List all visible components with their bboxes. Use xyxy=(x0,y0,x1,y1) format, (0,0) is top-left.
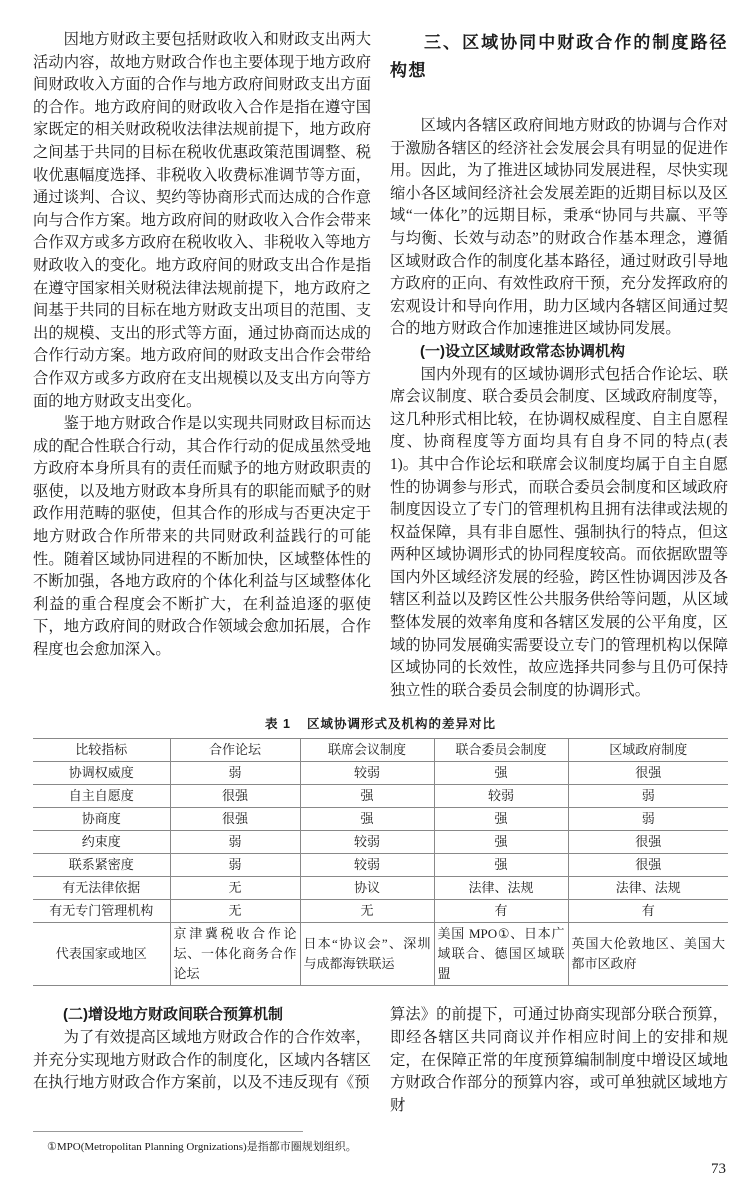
table-cell: 京津冀税收合作论坛、一体化商务合作论坛 xyxy=(170,923,300,986)
table-label: 表 1 xyxy=(265,717,291,732)
table-cell: 很强 xyxy=(568,831,728,854)
table-cell: 强 xyxy=(434,808,568,831)
paragraph: 算法》的前提下，可通过协商实现部分联合预算，即经各辖区共同商议并作相应时间上的安排和规定，在保障正常的年度预算编制制度中增设区域地方财政合作部分的预算内容，或可单独就区域地方财 xyxy=(390,1006,728,1114)
paragraph: 为了有效提高区域地方财政合作的合作效率，并充分实现地方财政合作的制度化，区域内各辖区在执行地方财政合作方案前，以及不违反现有《预 xyxy=(33,1029,371,1092)
table-cell: 法律、法规 xyxy=(568,877,728,900)
footnote-divider xyxy=(33,1131,303,1132)
table-cell: 有 xyxy=(568,900,728,923)
table-cell: 有无法律依据 xyxy=(33,877,170,900)
table-cell: 强 xyxy=(300,785,434,808)
table-cell: 无 xyxy=(170,877,300,900)
table-cell: 较弱 xyxy=(300,854,434,877)
table-row xyxy=(33,808,728,831)
table-cell: 协议 xyxy=(300,877,434,900)
table-cell: 弱 xyxy=(568,785,728,808)
paragraph: 区域内各辖区政府间地方财政的协调与合作对于激励各辖区的经济社会发展会具有明显的促进作用。因此，为了推进区域协同发展进程，尽快实现缩小各区域间经济社会发展差距的近期目标以及区域“一体化”的远期目标，秉承“协同与共赢、平等与均衡、长效与动态”的财政合作基本理念，遵循区域财政合作的制度化基本路径，通过财政引导地方政府的正向、有效性政府干预，充分发挥政府的宏观设计和导向作用，助力区域内各辖区间通过契合的地方财政合作加速推进区域协同发展。 xyxy=(390,117,728,338)
page-number: 73 xyxy=(711,1161,726,1178)
table-cell: 弱 xyxy=(568,808,728,831)
table-cell: 美国 MPO①、日本广域联合、德国区域联盟 xyxy=(434,923,568,986)
column-header: 联合委员会制度 xyxy=(434,739,568,762)
column-header: 合作论坛 xyxy=(170,739,300,762)
column-header: 联席会议制度 xyxy=(300,739,434,762)
subheading: (二)增设地方财政间联合预算机制 xyxy=(63,1006,283,1024)
table-cell: 协调权威度 xyxy=(33,762,170,785)
table-row xyxy=(33,923,728,986)
table-cell: 强 xyxy=(434,854,568,877)
column-header: 区域政府制度 xyxy=(568,739,728,762)
table-cell: 强 xyxy=(434,762,568,785)
table-cell: 自主自愿度 xyxy=(33,785,170,808)
paragraph: 因地方财政主要包括财政收入和财政支出两大活动内容，故地方财政合作也主要体现于地方政府间财政收入方面的合作与地方政府间财政支出方面的合作。地方政府间的财政收入合作是指在遵守国家既定的相关财政税收法律法规前提下，地方政府之间基于共同的目标在税收优惠政策范围调整、税收优惠幅度选择、非税收入收费标准调节等方面，通过谈判、合议、契约等协商形式而达成的合作意向与合作方案。地方政府间的财政收入合作会带来合作双方或多方政府在税收收入、非税收入等地方财政收入的变化。地方政府间的财政支出合作是指在遵守国家相关财税法律法规前提下，地方政府之间基于共同的目标在地方财政支出项目的范围、支出的规模、支出的形式等方面，通过协商而达成的合作行动方案。地方政府间的财政支出合作会带给合作双方或多方政府在支出规模以及支出方向等方面的地方财政支出变化。 xyxy=(33,31,371,410)
bottom-right-column xyxy=(390,1004,728,1117)
footnote: ①MPO(Metropolitan Planning Orgnizations)是指都市圈规划组织。 xyxy=(47,1141,357,1154)
column-header: 比较指标 xyxy=(33,739,170,762)
section-heading: 三、区域协同中财政合作的制度路径构想 xyxy=(390,33,728,80)
subheading: (一)设立区域财政常态协调机构 xyxy=(420,342,625,360)
table-cell: 协商度 xyxy=(33,808,170,831)
left-column xyxy=(33,29,371,662)
table-cell: 很强 xyxy=(170,785,300,808)
table-cell: 强 xyxy=(434,831,568,854)
table-cell: 很强 xyxy=(568,854,728,877)
table-cell: 较弱 xyxy=(300,831,434,854)
table-cell: 代表国家或地区 xyxy=(33,923,170,986)
table-row xyxy=(33,762,728,785)
paragraph: 鉴于地方财政合作是以实现共同财政目标而达成的配合性联合行动，其合作行动的促成虽然受地方政府本身所具有的责任而赋予的地方财政职责的驱使，以及地方财政本身所具有的职能而赋予的财政作用范畴的驱使，但其合作的形成与否更决定于地方财政合作所带来的共同财政利益践行的可能性。随着区域协同进程的不断加快，区域整体性的不断加强，各地方政府的个体化利益与区域整体化利益的重合程度会不断扩大，在利益追逐的驱使下，地方政府间的财政合作领域会愈加拓展，合作程度也会愈加深入。 xyxy=(33,415,371,659)
comparison-table xyxy=(33,738,728,986)
table-caption xyxy=(33,716,728,732)
bottom-columns xyxy=(33,1004,728,1117)
table-cell: 法律、法规 xyxy=(434,877,568,900)
top-columns xyxy=(33,29,728,702)
table-title: 区域协调形式及机构的差异对比 xyxy=(306,717,496,732)
table-row xyxy=(33,831,728,854)
table-cell: 弱 xyxy=(170,762,300,785)
table-cell: 有无专门管理机构 xyxy=(33,900,170,923)
table-row xyxy=(33,900,728,923)
right-column xyxy=(390,29,728,702)
table-cell: 联系紧密度 xyxy=(33,854,170,877)
table-cell: 弱 xyxy=(170,854,300,877)
table-cell: 日本“协议会”、深圳与成都海铁联运 xyxy=(300,923,434,986)
table-cell: 有 xyxy=(434,900,568,923)
paragraph: 国内外现有的区域协调形式包括合作论坛、联席会议制度、联合委员会制度、区域政府制度等，这几种形式相比较，在协调权威程度、自主自愿程度、协商程度等方面均具有自身不同的特点(表1)。其中合作论坛和联席会议制度均属于自主自愿性的协调参与形式，而联合委员会制度和区域政府制度因设立了专门的管理机构且拥有法律或法规的权益保障，具有非自愿性、强制执行的特点，但这两种区域协调形式的协同程度较高。而依据欧盟等国内外区域经济发展的经验，跨区性协调因涉及各辖区利益以及跨区性公共服务供给等问题，从区域整体发展的效率角度和各辖区发展的公平角度，区域的协同发展确实需要设立专门的管理机构以保障区域协同的长效性，故应选择共同参与且仍可保持独立性的联合委员会制度的协调形式。 xyxy=(390,365,728,699)
table-cell: 强 xyxy=(300,808,434,831)
table-cell: 无 xyxy=(170,900,300,923)
table-header-row xyxy=(33,739,728,762)
table-cell: 约束度 xyxy=(33,831,170,854)
table-cell: 较弱 xyxy=(300,762,434,785)
table-cell: 弱 xyxy=(170,831,300,854)
table-cell: 很强 xyxy=(568,762,728,785)
table-cell: 英国大伦敦地区、美国大都市区政府 xyxy=(568,923,728,986)
bottom-left-column xyxy=(33,1004,371,1094)
table-row xyxy=(33,854,728,877)
table-cell: 无 xyxy=(300,900,434,923)
table-cell: 较弱 xyxy=(434,785,568,808)
table-cell: 很强 xyxy=(170,808,300,831)
table-row xyxy=(33,877,728,900)
table-row xyxy=(33,785,728,808)
